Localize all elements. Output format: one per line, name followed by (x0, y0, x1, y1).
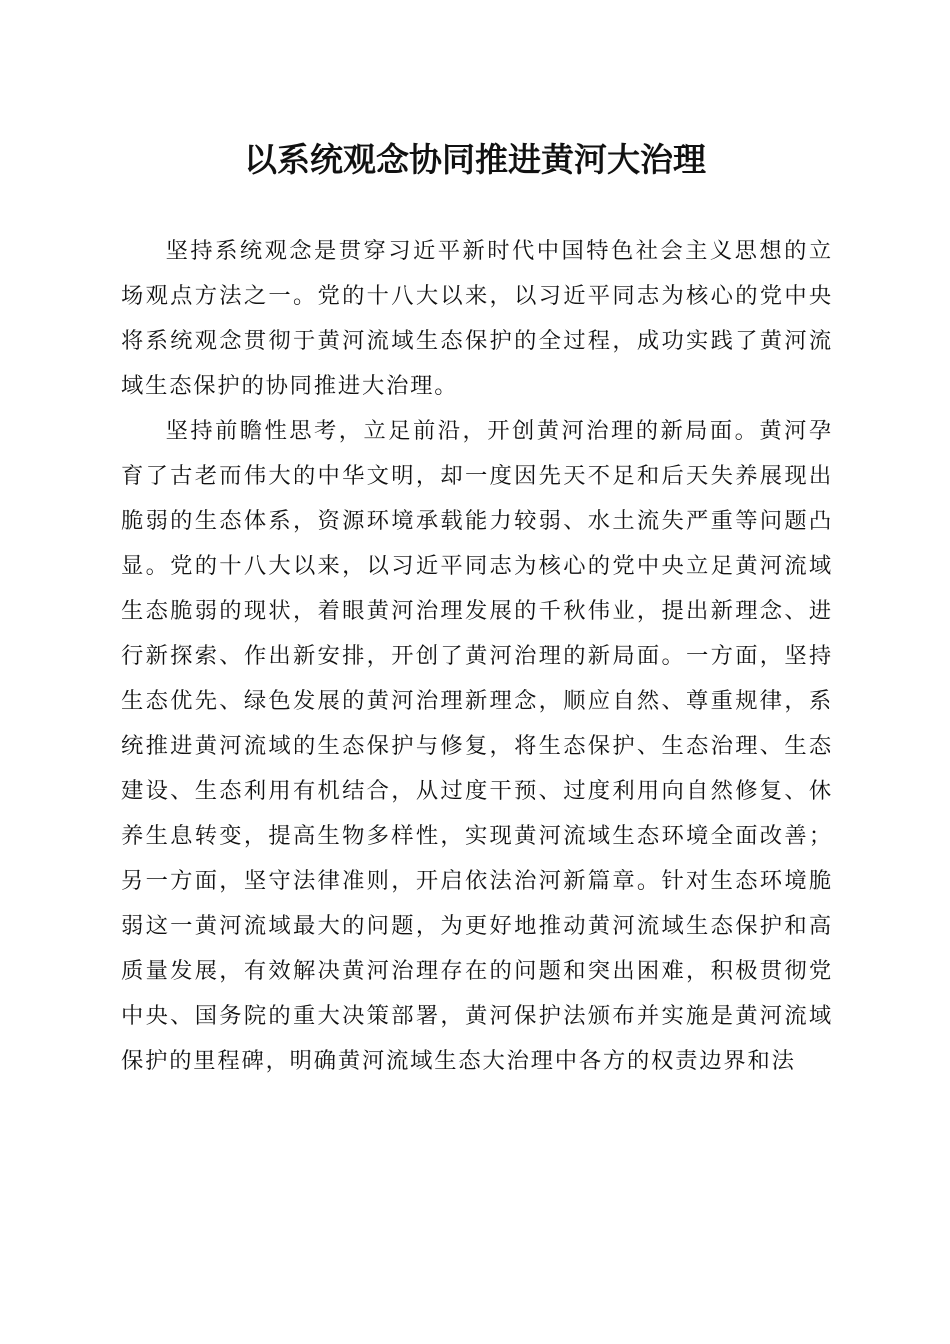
document-body (121, 229, 833, 1084)
paragraph-1: 坚持系统观念是贯穿习近平新时代中国特色社会主义思想的立场观点方法之一。党的十八大以来，以习近平同志为核心的党中央将系统观念贯彻于黄河流域生态保护的全过程，成功实践了黄河流域生态保护的协同推进大治理。 (121, 238, 833, 399)
paragraph-2: 坚持前瞻性思考，立足前沿，开创黄河治理的新局面。黄河孕育了古老而伟大的中华文明，却一度因先天不足和后天失养展现出脆弱的生态体系，资源环境承载能力较弱、水土流失严重等问题凸显。党的十八大以来，以习近平同志为核心的党中央立足黄河流域生态脆弱的现状，着眼黄河治理发展的千秋伟业，提出新理念、进行新探索、作出新安排，开创了黄河治理的新局面。一方面，坚持生态优先、绿色发展的黄河治理新理念，顺应自然、尊重规律，系统推进黄河流域的生态保护与修复，将生态保护、生态治理、生态建设、生态利用有机结合，从过度干预、过度利用向自然修复、休养生息转变，提高生物多样性，实现黄河流域生态环境全面改善；另一方面，坚守法律准则，开启依法治河新篇章。针对生态环境脆弱这一黄河流域最大的问题，为更好地推动黄河流域生态保护和高质量发展，有效解决黄河治理存在的问题和突出困难，积极贯彻党中央、国务院的重大决策部署，黄河保护法颁布并实施是黄河流域保护的里程碑，明确黄河流域生态大治理中各方的权责边界和法 (121, 418, 833, 1074)
document-title: 以系统观念协同推进黄河大治理 (244, 140, 706, 179)
